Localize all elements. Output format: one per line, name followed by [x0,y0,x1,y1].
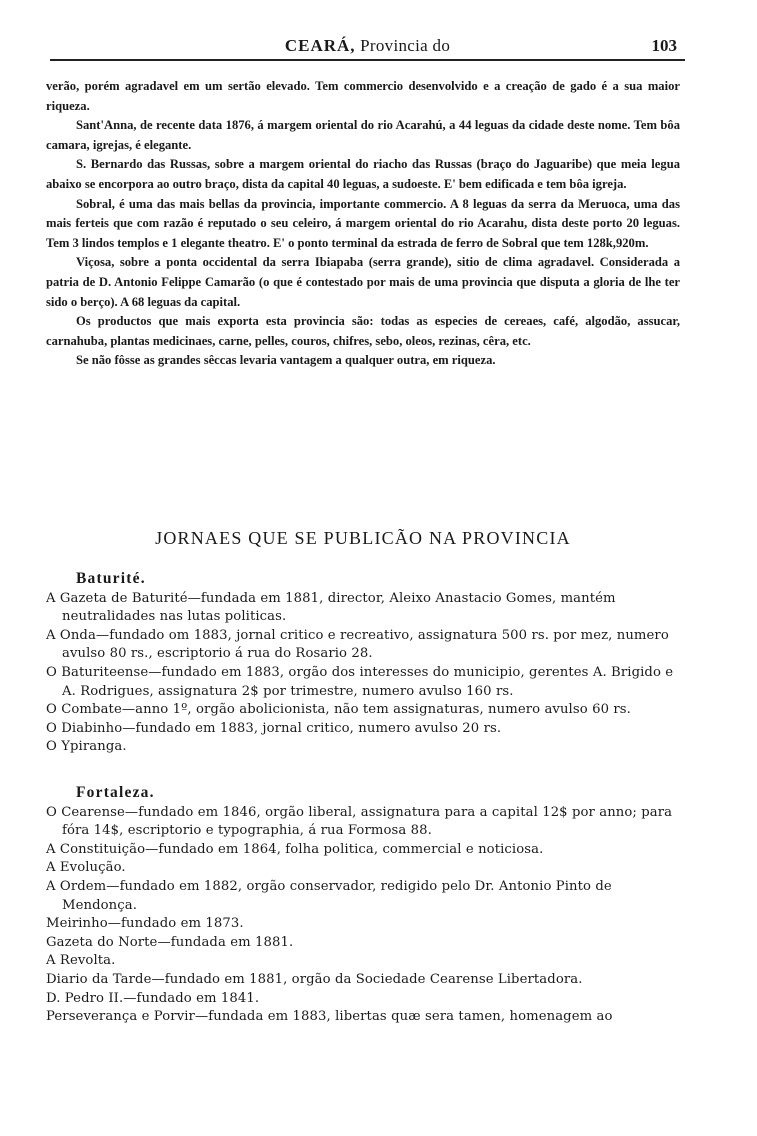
newspaper-entry: D. Pedro II.—fundado em 1841. [46,990,260,1006]
newspaper-entry: A Constituição—fundado em 1864, folha politica, commercial e noticiosa. [46,841,544,857]
newspaper-entry: A Ordem—fundado em 1882, orgão conservador, redigido pelo Dr. Antonio Pinto de Mendonça. [46,878,612,913]
paragraph-vicosa: Viçosa, sobre a ponta occidental da serra Ibiapaba (serra grande), sitio de clima agradavel. Considerada a patria de D. Antonio Felippe Camarão (o que é contestado por mais de uma provincia que disputa a gloria de lhe ter sido o berço). A 68 leguas da capital. [46,255,680,309]
newspaper-entry: O Baturiteense—fundado em 1883, orgão dos interesses do municipio, gerentes A. Brigido e A. Rodrigues, assignatura 2$ por trimestre, numero avulso 160 rs. [46,664,674,699]
running-head-subtitle: Provincia do [360,36,451,55]
paragraph-droughts: Se não fôsse as grandes sêccas levaria vantagem a qualquer outra, em riqueza. [76,353,496,368]
newspaper-entry: A Revolta. [46,953,116,969]
newspaper-entry: O Diabinho—fundado em 1883, jornal critico, numero avulso 20 rs. [46,720,502,736]
newspaper-entry: Diario da Tarde—fundado em 1881, orgão da Sociedade Cearense Libertadora. [46,971,583,987]
newspaper-entry: A Evolução. [46,860,126,876]
newspaper-entry: Gazeta do Norte—fundada em 1881. [46,934,294,950]
running-head-title [50,36,685,56]
running-head [50,30,685,66]
newspaper-entry: A Onda—fundado om 1883, jornal critico e recreativo, assignatura 500 rs. por mez, numero avulso 80 rs., escriptorio á rua do Rosario 28. [46,627,669,662]
section-title: JORNAES QUE SE PUBLICÃO NA PROVINCIA [155,528,571,548]
paragraph-sao-bernardo: S. Bernardo das Russas, sobre a margem oriental do riacho das Russas (braço do Jaguaribe) que meia legua abaixo se encorpora ao outro braço, dista da capital 40 leguas, a sudoeste. E' bem edificada e tem bôa igreja. [46,157,680,191]
newspaper-entry: O Combate—anno 1º, orgão abolicionista, não tem assignaturas, numero avulso 60 rs. [46,702,631,718]
newspaper-entry: A Gazeta de Baturité—fundada em 1881, director, Aleixo Anastacio Gomes, mantém neutralidades nas lutas politicas. [46,590,616,625]
newspaper-entry: O Ypiranga. [46,739,127,755]
newspaper-entry: O Cearense—fundado em 1846, orgão liberal, assignatura para a capital 12$ por anno; para fóra 14$, escriptorio e typographia, á rua Formosa 88. [46,804,673,839]
paragraph-sobral: Sobral, é uma das mais bellas da provincia, importante commercio. A 8 leguas da serra da Meruoca, uma das mais ferteis que com razão é reputado o seu celeiro, á margem oriental do rio Acarahu, dista deste porto 20 leguas. Tem 3 lindos templos e 1 elegante theatro. E' o ponto terminal da estrada de ferro de Sobral que tem 128k,920m. [46,196,680,250]
city-heading-baturite: Baturité. [76,570,146,587]
paragraph-continuation: verão, porém agradavel em um sertão elevado. Tem commercio desenvolvido e a creação de gado é a sua maior riqueza. [46,79,680,113]
newspaper-entry: Perseverança e Porvir—fundada em 1883, libertas quæ sera tamen, homenagem ao [46,1009,613,1025]
page-number: 103 [651,36,677,55]
towns-text-block [46,77,680,371]
baturite-section [46,570,686,757]
city-heading-fortaleza: Fortaleza. [76,784,155,801]
paragraph-products: Os productos que mais exporta esta provincia são: todas as especies de cereaes, café, algodão, assucar, carnahuba, plantas medicinaes, carne, pelles, couros, chifres, sebo, oleos, rezinas, cêra, etc. [46,314,680,348]
paragraph-santanna: Sant'Anna, de recente data 1876, á margem oriental do rio Acarahú, a 44 leguas da cidade deste nome. Tem bôa camara, igrejas, é elegante. [46,118,680,152]
newspaper-entry: Meirinho—fundado em 1873. [46,916,244,932]
fortaleza-section [46,784,686,1027]
province-name: CEARÁ, [284,36,356,55]
header-rule [50,59,685,61]
